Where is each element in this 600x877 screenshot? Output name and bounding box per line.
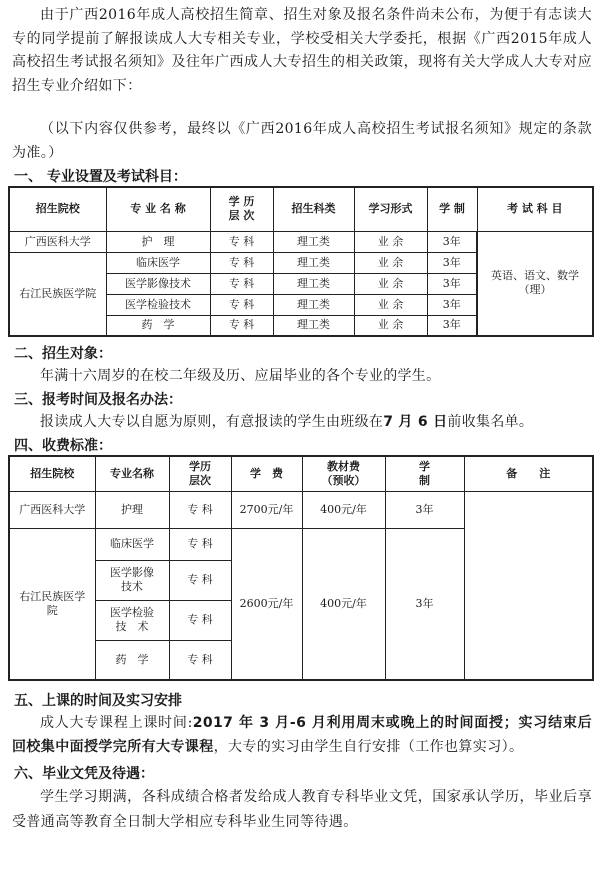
form-cell: 业 余 bbox=[354, 231, 427, 252]
form-cell: 业 余 bbox=[354, 315, 427, 336]
duration-cell: 3年 bbox=[385, 528, 464, 680]
duration-cell: 3年 bbox=[427, 231, 477, 252]
duration-cell: 3年 bbox=[385, 491, 464, 528]
level-cell: 专 科 bbox=[169, 491, 231, 528]
school-cell: 广西医科大学 bbox=[9, 231, 106, 252]
level-cell: 专 科 bbox=[169, 640, 231, 680]
col-level: 学历 层次 bbox=[169, 456, 231, 491]
school-cell: 右江民族医学 院 bbox=[9, 528, 95, 680]
major-cell: 临床医学 bbox=[106, 252, 210, 273]
major-cell: 医学影像技术 bbox=[106, 273, 210, 294]
level-cell: 专 科 bbox=[210, 252, 273, 273]
col-exam: 考 试 科 目 bbox=[477, 187, 593, 231]
school-cell: 右江民族医学院 bbox=[9, 252, 106, 336]
major-cell: 护 理 bbox=[106, 231, 210, 252]
col-level: 学 历 层 次 bbox=[210, 187, 273, 231]
note-paragraph: （以下内容仅供参考，最终以《广西2016年成人高校招生考试报名须知》规定的条款为准。） bbox=[12, 121, 592, 161]
category-cell: 理工类 bbox=[273, 231, 354, 252]
level-cell: 专 科 bbox=[169, 560, 231, 600]
duration-cell: 3年 bbox=[427, 315, 477, 336]
section1-heading: 一、 专业设置及考试科目： bbox=[14, 169, 187, 185]
exam-subjects-cell: 英语、语文、数学（理） bbox=[477, 231, 593, 336]
major-cell: 医学影像 技术 bbox=[95, 560, 169, 600]
level-cell: 专 科 bbox=[210, 315, 273, 336]
col-major: 专 业 名 称 bbox=[106, 187, 210, 231]
section4-heading: 四、收费标准： bbox=[14, 438, 112, 454]
col-duration: 学 制 bbox=[427, 187, 477, 231]
section6-heading: 六、毕业文凭及待遇： bbox=[14, 766, 154, 782]
tuition-cell: 2700元/年 bbox=[231, 491, 302, 528]
books-cell: 400元/年 bbox=[302, 491, 385, 528]
majors-table bbox=[8, 186, 594, 337]
form-cell: 业 余 bbox=[354, 252, 427, 273]
duration-cell: 3年 bbox=[427, 252, 477, 273]
col-remarks: 备 注 bbox=[464, 456, 593, 491]
col-duration: 学 制 bbox=[385, 456, 464, 491]
col-tuition: 学 费 bbox=[231, 456, 302, 491]
form-cell: 业 余 bbox=[354, 294, 427, 315]
major-cell: 医学检验技术 bbox=[106, 294, 210, 315]
category-cell: 理工类 bbox=[273, 273, 354, 294]
books-cell: 400元/年 bbox=[302, 528, 385, 680]
form-cell: 业 余 bbox=[354, 273, 427, 294]
level-cell: 专 科 bbox=[169, 600, 231, 640]
section5-heading: 五、上课的时间及实习安排 bbox=[14, 693, 182, 709]
col-major: 专业名称 bbox=[95, 456, 169, 491]
level-cell: 专 科 bbox=[210, 231, 273, 252]
col-school: 招生院校 bbox=[9, 187, 106, 231]
col-school: 招生院校 bbox=[9, 456, 95, 491]
level-cell: 专 科 bbox=[210, 273, 273, 294]
section2-heading: 二、招生对象： bbox=[14, 346, 112, 362]
level-cell: 专 科 bbox=[210, 294, 273, 315]
table-row bbox=[9, 231, 593, 252]
duration-cell: 3年 bbox=[427, 294, 477, 315]
col-form: 学习形式 bbox=[354, 187, 427, 231]
section6-text: 学生学习期满，各科成绩合格者发给成人教育专科毕业文凭，国家承认学历，毕业后享受普通高等教育全日制大学相应专科毕业生同等待遇。 bbox=[12, 789, 592, 830]
table-row bbox=[9, 491, 593, 528]
level-cell: 专 科 bbox=[169, 528, 231, 560]
col-category: 招生科类 bbox=[273, 187, 354, 231]
major-cell: 护理 bbox=[95, 491, 169, 528]
category-cell: 理工类 bbox=[273, 252, 354, 273]
duration-cell: 3年 bbox=[427, 273, 477, 294]
section3-text: 报读成人大专以自愿为原则，有意报读的学生由班级在7 月 6 日前收集名单。 bbox=[40, 414, 534, 430]
section5-text: 成人大专课程上课时间:2017 年 3 月-6 月利用周末或晚上的时间面授；实习结束后回校集中面授学完所有大专课程，大专的实习由学生自行安排（工作也算实习）。 bbox=[12, 715, 592, 755]
section3-heading: 三、报考时间及报名办法： bbox=[14, 392, 182, 408]
fees-table-header bbox=[9, 456, 593, 491]
category-cell: 理工类 bbox=[273, 315, 354, 336]
majors-table-header bbox=[9, 187, 593, 231]
major-cell: 药 学 bbox=[106, 315, 210, 336]
tuition-cell: 2600元/年 bbox=[231, 528, 302, 680]
section2-text: 年满十六周岁的在校二年级及历、应届毕业的各个专业的学生。 bbox=[40, 368, 441, 384]
intro-paragraph: 由于广西2016年成人高校招生简章、招生对象及报名条件尚未公布，为便于有志读大专的同学提前了解报读成人大专相关专业，学校受相关大学委托，根据《广西2015年成人高校招生考试报名须知》及往年广西成人大专招生的相关政策，现将有关大学成人大专对应招生专业介绍如下： bbox=[12, 7, 592, 94]
major-cell: 医学检验 技 术 bbox=[95, 600, 169, 640]
remarks-cell bbox=[464, 491, 593, 680]
fees-table bbox=[8, 455, 594, 681]
major-cell: 临床医学 bbox=[95, 528, 169, 560]
school-cell: 广西医科大学 bbox=[9, 491, 95, 528]
category-cell: 理工类 bbox=[273, 294, 354, 315]
col-books: 教材费 （预收） bbox=[302, 456, 385, 491]
major-cell: 药 学 bbox=[95, 640, 169, 680]
